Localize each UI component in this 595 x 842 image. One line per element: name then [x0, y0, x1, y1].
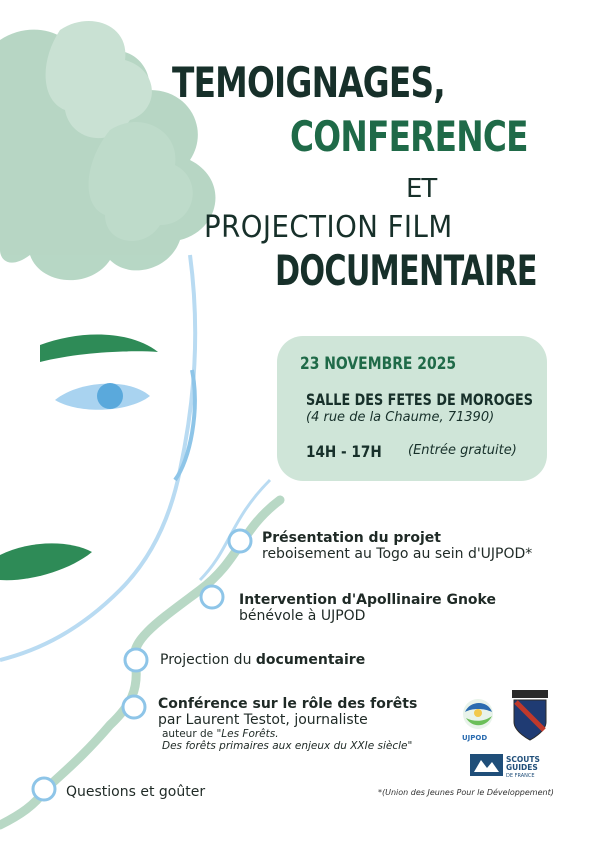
sgdf-line-2: GUIDES	[506, 763, 538, 772]
title-line-and: ET	[406, 174, 437, 204]
timeline-dot	[125, 649, 147, 671]
ujpod-logo	[463, 699, 493, 729]
timeline-dot	[33, 778, 55, 800]
footnote-ujpod: *(Union des Jeunes Pour le Développement)	[378, 788, 554, 797]
program-item-note	[162, 728, 417, 740]
timeline-dot	[201, 586, 223, 608]
program-item-bold: documentaire	[255, 652, 366, 668]
program-item-projection	[160, 652, 365, 668]
title-line-projection: PROJECTION FILM	[204, 210, 453, 245]
program-item-conference	[158, 696, 417, 752]
title-line-testimonies: TEMOIGNAGES,	[172, 58, 445, 107]
program-item-detail: bénévole à UJPOD	[239, 608, 366, 624]
eyebrow-shape	[40, 335, 158, 362]
title-line-conference: CONFERENCE	[290, 112, 528, 161]
ujpod-logo-label: UJPOD	[462, 734, 488, 742]
moroges-crest-logo	[512, 690, 548, 740]
book-subtitle: Des forêts primaires aux enjeux du XXIe siècle"	[162, 740, 413, 752]
timeline-dot	[123, 696, 145, 718]
program-item-note-prefix: auteur de	[162, 728, 217, 740]
program-item-heading: Intervention d'Apollinaire Gnoke	[239, 592, 496, 608]
program-item-intervention	[239, 592, 496, 624]
program-item-prefix: Projection du	[160, 652, 256, 668]
program-item-detail: reboisement au Togo au sein d'UJPOD*	[262, 546, 533, 562]
event-time: 14H - 17H	[306, 442, 382, 461]
sgdf-logo-icon	[470, 754, 503, 776]
eye-pupil	[97, 383, 123, 409]
event-address: (4 rue de la Chaume, 71390)	[306, 410, 495, 425]
program-item-heading: Présentation du projet	[262, 530, 441, 546]
title-line-documentary: DOCUMENTAIRE	[275, 246, 537, 295]
face-outline	[0, 255, 195, 660]
program-item-detail: par Laurent Testot, journaliste	[158, 712, 368, 728]
program-item-heading: Conférence sur le rôle des forêts	[158, 696, 418, 712]
book-title: "Les Forêts.	[216, 728, 279, 740]
timeline-dot	[229, 530, 251, 552]
sgdf-logo-label	[506, 756, 540, 780]
event-venue: SALLE DES FETES DE MOROGES	[306, 390, 533, 409]
sgdf-line-3: DE FRANCE	[506, 773, 535, 779]
program-item-questions: Questions et goûter	[66, 784, 206, 800]
event-date: 23 NOVEMBRE 2025	[300, 354, 457, 374]
event-entry: (Entrée gratuite)	[408, 443, 517, 458]
lips-shape	[0, 543, 92, 580]
program-item-presentation	[262, 530, 532, 562]
sgdf-line-1: SCOUTS	[506, 755, 540, 764]
